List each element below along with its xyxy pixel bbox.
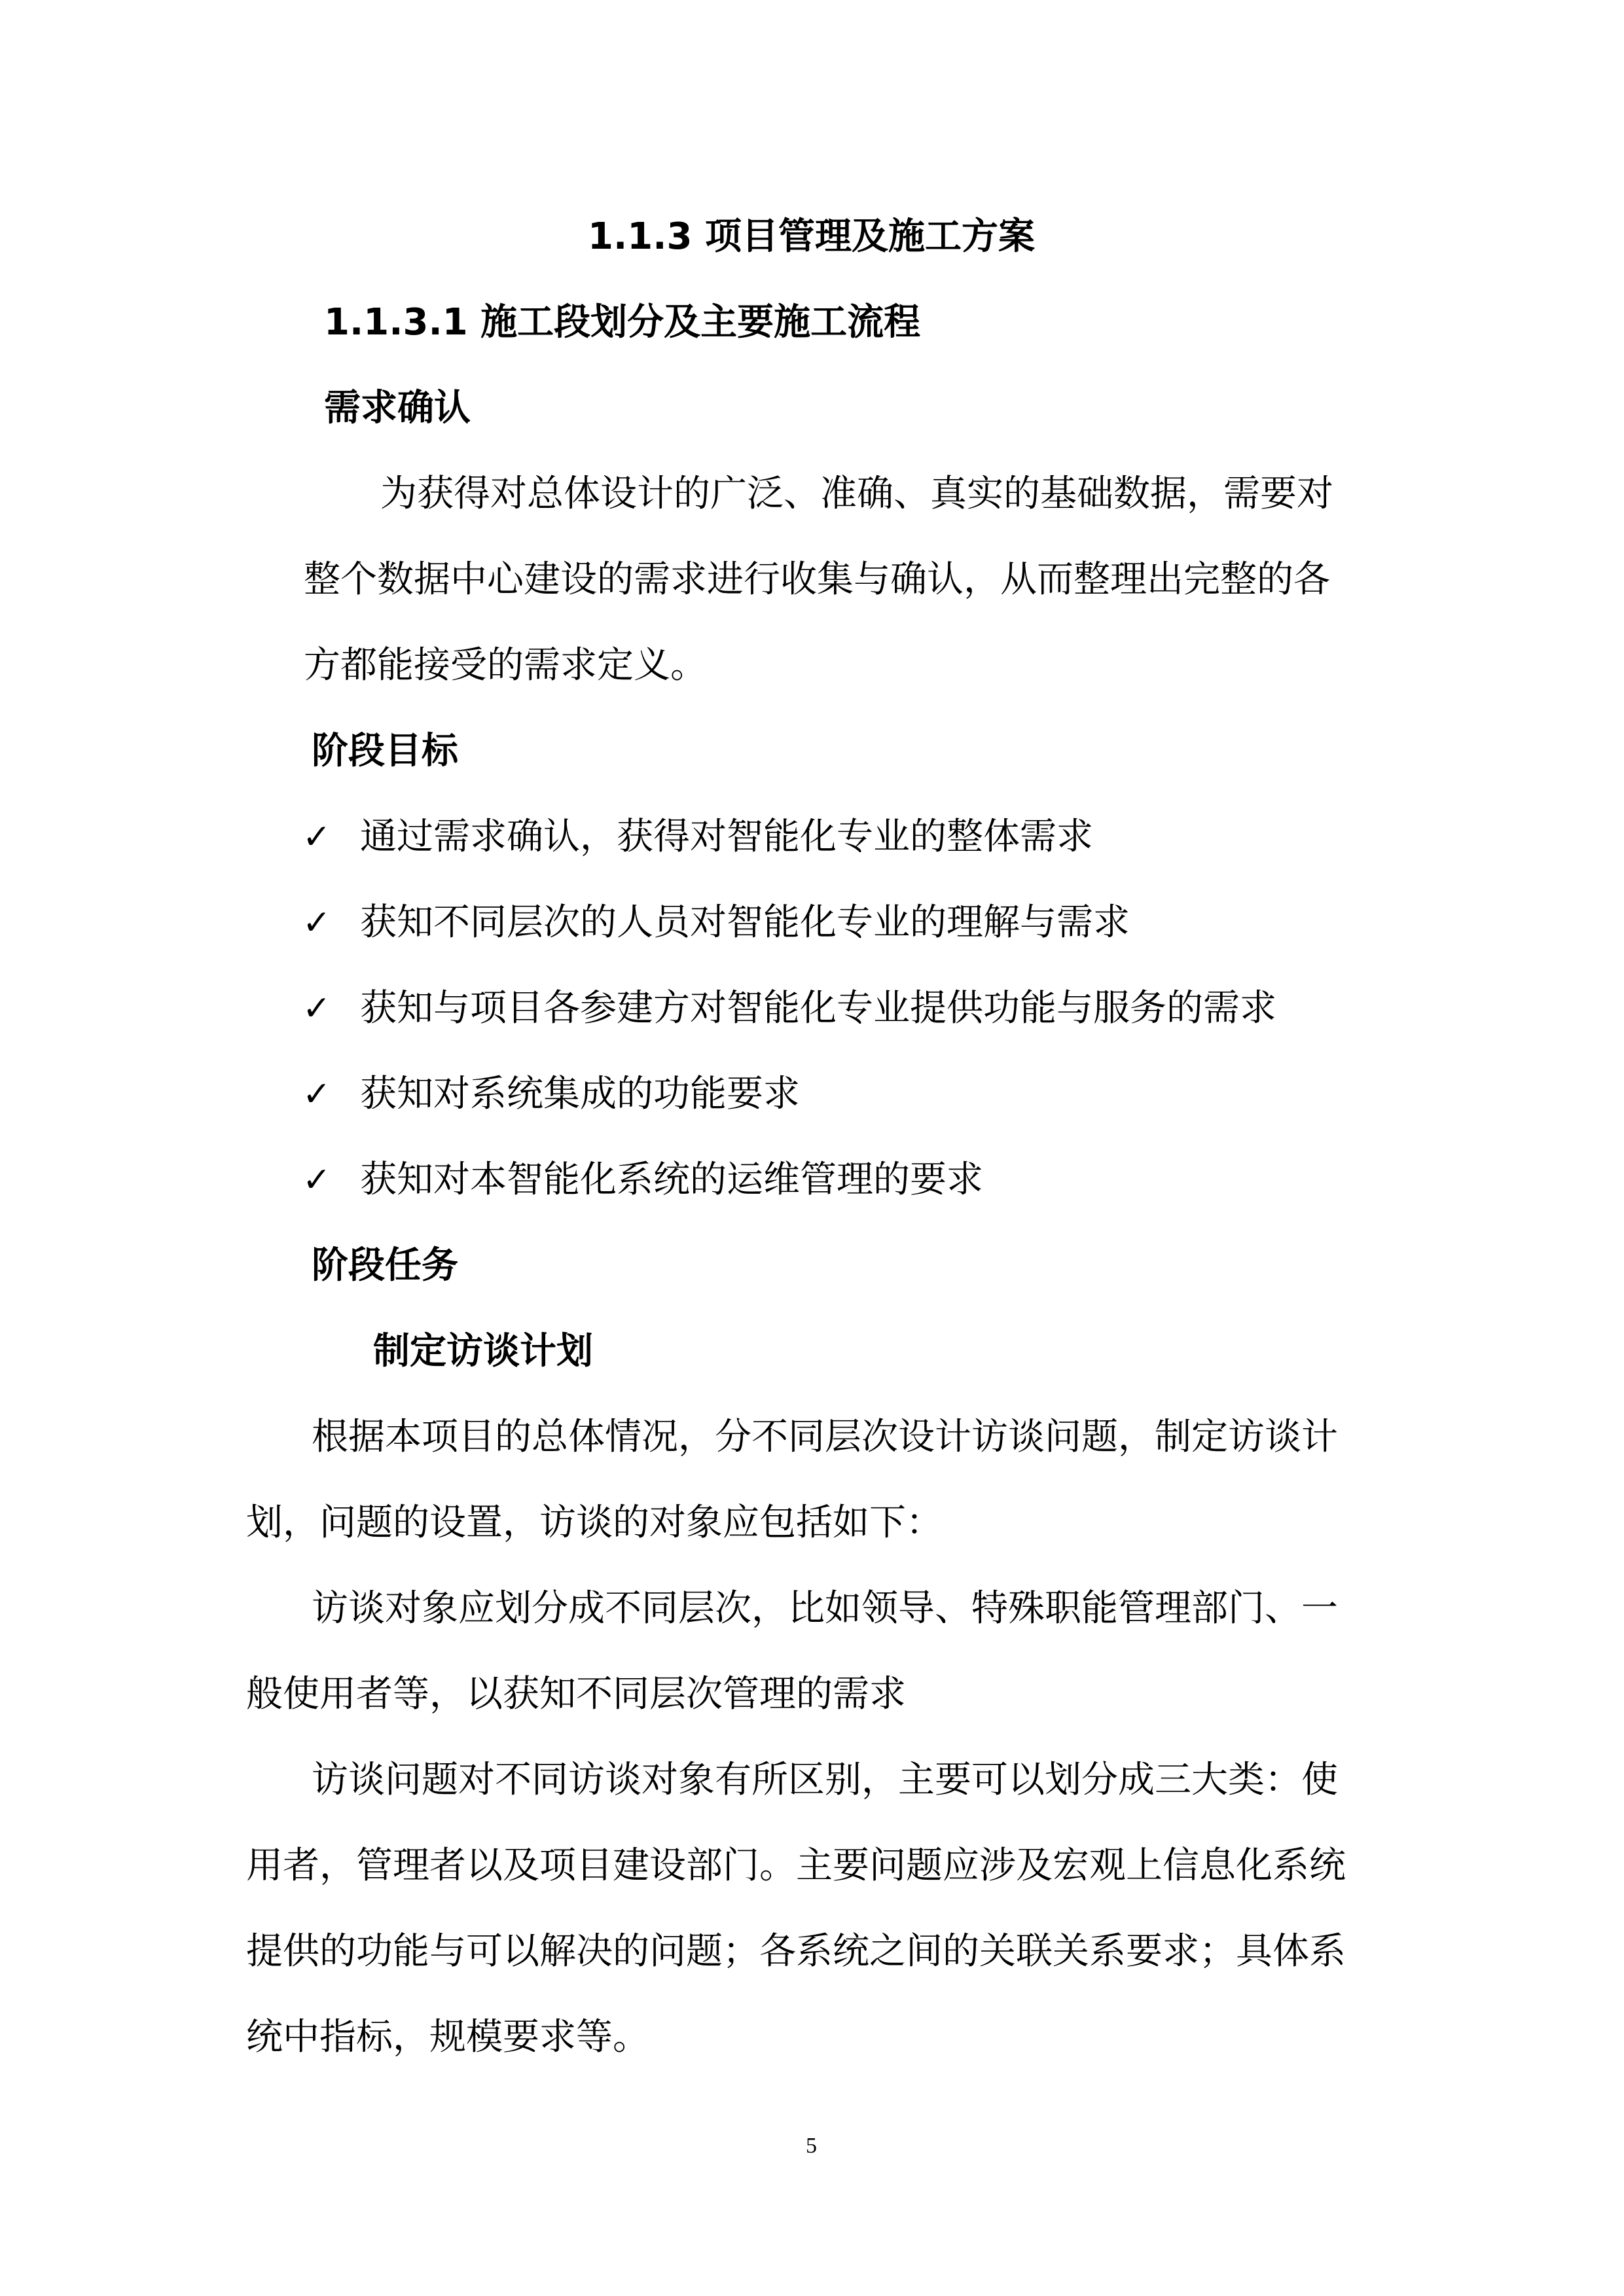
goal-item: 获知对系统集成的功能要求 xyxy=(360,1073,800,1115)
tasks-heading: 阶段任务 xyxy=(312,1244,458,1287)
goals-heading: 阶段目标 xyxy=(312,730,458,772)
tasks-paragraph-line: 般使用者等，以获知不同层次管理的需求 xyxy=(246,1673,906,1715)
tasks-paragraph-line: 访谈问题对不同访谈对象有所区别，主要可以划分成三大类：使 xyxy=(312,1759,1338,1801)
tasks-paragraph-line: 用者，管理者以及项目建设部门。主要问题应涉及宏观上信息化系统 xyxy=(246,1844,1346,1887)
tasks-paragraph-line: 划，问题的设置，访谈的对象应包括如下： xyxy=(246,1501,943,1544)
tasks-paragraph-line: 统中指标，规模要求等。 xyxy=(246,2016,649,2058)
check-icon: ✓ xyxy=(302,1160,331,1200)
goal-item: 获知对本智能化系统的运维管理的要求 xyxy=(360,1158,983,1201)
goal-item: 获知不同层次的人员对智能化专业的理解与需求 xyxy=(360,901,1130,944)
tasks-paragraph-line: 根据本项目的总体情况，分不同层次设计访谈问题，制定访谈计 xyxy=(312,1416,1338,1458)
check-icon: ✓ xyxy=(302,903,331,942)
requirements-paragraph-line: 整个数据中心建设的需求进行收集与确认，从而整理出完整的各 xyxy=(304,558,1330,601)
subsection-title: 1.1.3.1 施工段划分及主要施工流程 xyxy=(324,301,921,344)
section-title: 1.1.3 项目管理及施工方案 xyxy=(588,215,1035,258)
goal-item: 获知与项目各参建方对智能化专业提供功能与服务的需求 xyxy=(360,987,1276,1030)
tasks-paragraph-line: 提供的功能与可以解决的问题；各系统之间的关联关系要求；具体系 xyxy=(246,1930,1346,1973)
tasks-paragraph-line: 访谈对象应划分成不同层次，比如领导、特殊职能管理部门、一 xyxy=(312,1587,1338,1630)
requirements-heading: 需求确认 xyxy=(324,387,471,429)
check-icon: ✓ xyxy=(302,989,331,1028)
requirements-paragraph-line: 为获得对总体设计的广泛、准确、真实的基础数据，需要对 xyxy=(380,473,1333,515)
goal-item: 通过需求确认，获得对智能化专业的整体需求 xyxy=(360,816,1093,858)
tasks-subheading: 制定访谈计划 xyxy=(373,1330,593,1372)
check-icon: ✓ xyxy=(302,817,331,857)
requirements-paragraph-line: 方都能接受的需求定义。 xyxy=(304,644,707,687)
check-icon: ✓ xyxy=(302,1075,331,1114)
page-number: 5 xyxy=(806,2134,817,2158)
